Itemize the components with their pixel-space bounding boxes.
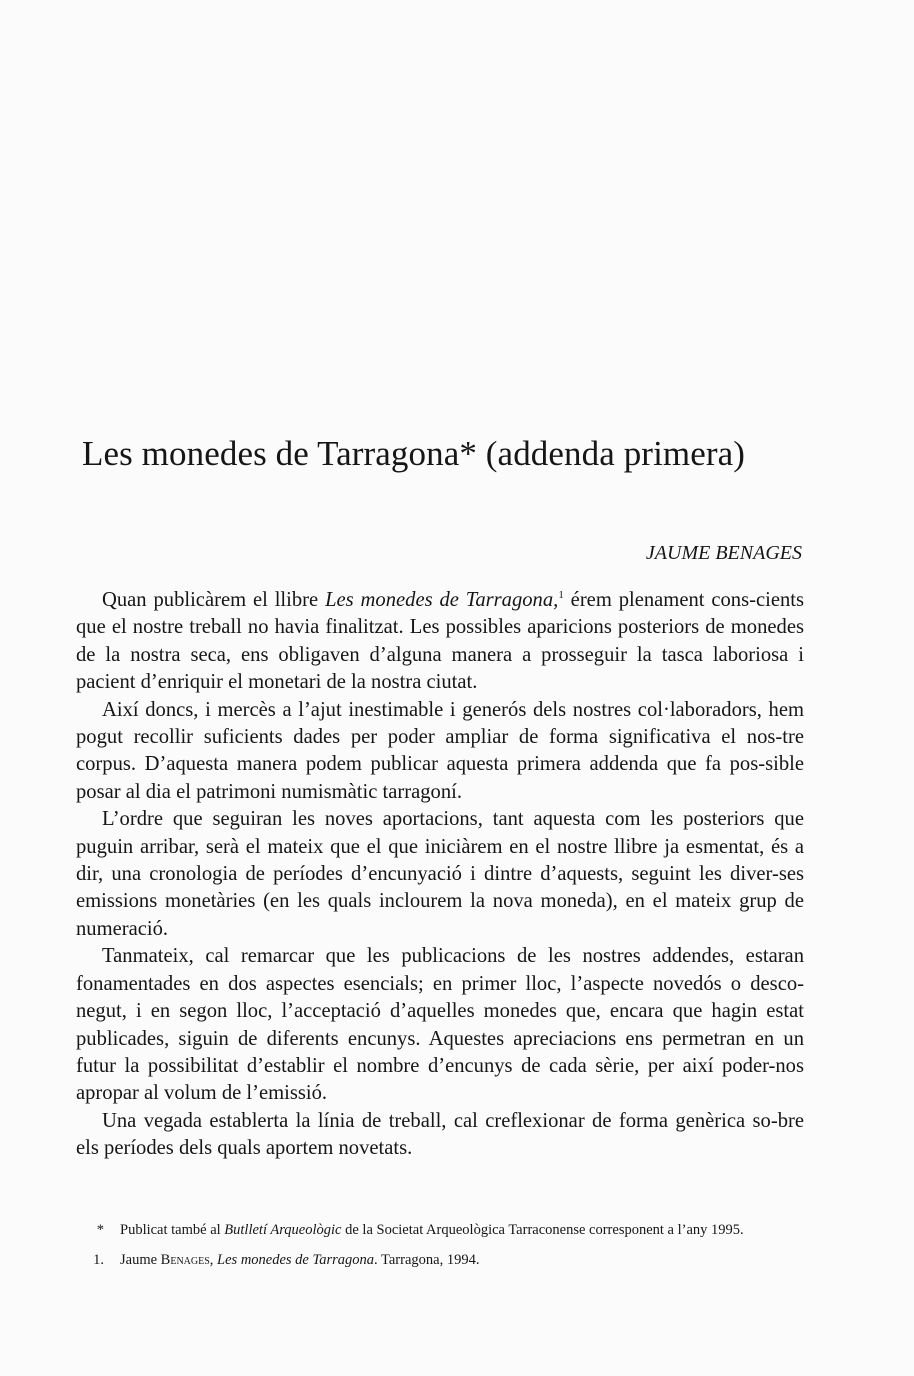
footnotes (64, 1220, 802, 1280)
book-title: Les monedes de Tarragona, (325, 589, 559, 611)
paragraph-1 (76, 587, 804, 697)
footnote-1-book: Les monedes de Tarragona (217, 1252, 375, 1268)
footnote-1-sep: , (209, 1252, 218, 1268)
footnote-1-text-a: Jaume (120, 1252, 161, 1268)
footnote-ref-1: 1 (558, 589, 564, 601)
footnote-1-surname: Benages (160, 1252, 210, 1268)
article-title: Les monedes de Tarragona* (addenda primera) (82, 434, 745, 473)
paragraph-5: Una vegada establerta la línia de treball, cal creflexionar de forma genèrica so-bre els períodes dels quals aportem novetats. (76, 1109, 804, 1160)
paragraph-1-text-b: érem plenament cons-cients que el nostre treball no havia finalitzat. Les possibles aparicions posteriors de monedes de la nostra seca, ens obligaven d’alguna manera a prosseguir la tasca laboriosa i pacient d’enriquir el monetari de la nostra ciutat. (76, 589, 805, 694)
footnote-star-text-b: de la Societat Arqueològica Tarraconense corresponent a l’any 1995. (341, 1222, 744, 1238)
footnote-star-text-a: Publicat també al (120, 1222, 225, 1238)
paragraph-2: Així doncs, i mercès a l’ajut inestimable i generós dels nostres col·laboradors, hem pogut recollir suficients dades per poder ampliar de forma significativa el nos-tre corpus. D’aquesta manera podem publicar aquesta primera addenda que fa pos-sible posar al dia el patrimoni numismàtic tarragoní. (76, 698, 804, 803)
footnote-star (64, 1220, 802, 1240)
paragraph-4: Tanmateix, cal remarcar que les publicacions de les nostres addendes, estaran fonamentades en dos aspectes esencials; en primer lloc, l’aspecte novedós o desco-negut, i en segon lloc, l’acceptació d’aquelles monedes que, encara que hagin estat publicades, siguin de diferents encunys. Aquestes apreciacions ens permetran en un futur la possibilitat d’establir el nombre d’encunys de cada sèrie, per així poder-nos apropar al volum de l’emissió. (76, 945, 804, 1105)
footnote-1-text-b: . Tarragona, 1994. (374, 1252, 480, 1268)
footnote-1 (64, 1250, 802, 1270)
article-body (76, 587, 804, 1163)
paragraph-1-text-a: Quan publicàrem el llibre (102, 589, 326, 611)
footnote-star-mark: * (96, 1222, 104, 1238)
author-name: JAUME BENAGES (645, 542, 802, 564)
journal-title: Butlletí Arqueològic (224, 1222, 342, 1238)
paragraph-3: L’ordre que seguiran les noves aportacions, tant aquesta com les posteriors que puguin arribar, serà el mateix que el que iniciàrem en el nostre llibre ja esmentat, és a dir, una cronologia de períodes d’encunyació i dintre d’aquests, seguint les diver-ses emissions monetàries (en les quals inclourem la nova moneda), en el mateix grup de numeració. (76, 808, 804, 940)
footnote-1-mark: 1. (93, 1252, 104, 1268)
